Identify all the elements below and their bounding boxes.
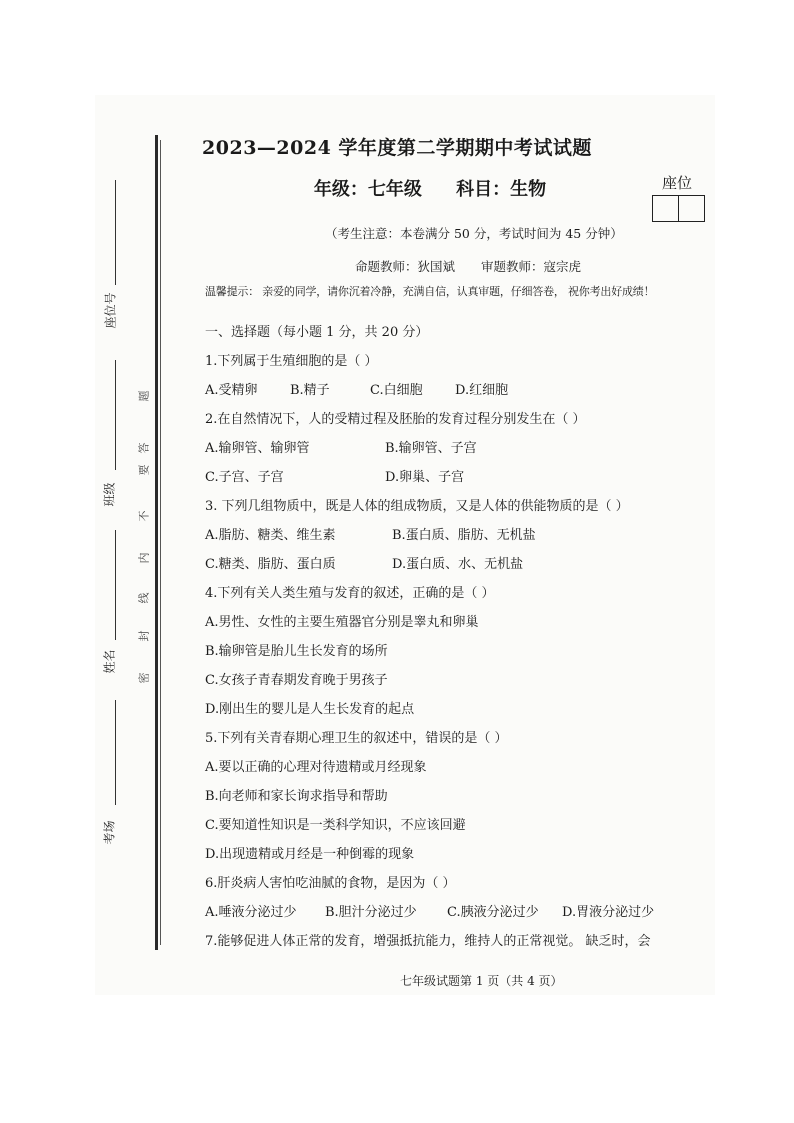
option: A.受精卵 (205, 383, 258, 398)
question-stem: 7.能够促进人体正常的发育，增强抵抗能力，维持人的正常视觉。 缺乏时，会 (205, 934, 651, 949)
option: B.精子 (290, 383, 330, 398)
seat-number-label: 座位号 (103, 292, 118, 329)
name-line (115, 530, 116, 640)
seal-char: 答 (137, 442, 151, 454)
option: B.输卵管是胎儿生长发育的场所 (205, 644, 388, 659)
page-footer: 七年级试题第 1 页（共 4 页） (400, 974, 563, 988)
option: C.糖类、脂肪、蛋白质 (205, 557, 336, 572)
option: A.要以正确的心理对待遗精或月经现象 (205, 760, 427, 775)
option: D.卵巢、子宫 (385, 470, 465, 485)
option: D.红细胞 (455, 383, 509, 398)
seat-box (652, 195, 679, 222)
seal-char: 题 (137, 390, 151, 402)
option: D.蛋白质、水、无机盐 (392, 557, 524, 572)
class-line (115, 360, 116, 470)
seat-box (678, 195, 705, 222)
binding-rule (155, 135, 158, 950)
option: C.女孩子青春期发育晚于男孩子 (205, 673, 388, 688)
exam-note: （考生注意：本卷满分 50 分，考试时间为 45 分钟） (325, 226, 623, 241)
seal-char: 封 (137, 630, 151, 642)
seal-char: 内 (137, 552, 151, 564)
option: B.胆汁分泌过少 (325, 905, 417, 920)
question-stem: 1.下列属于生殖细胞的是（ ） (205, 354, 378, 369)
reminder: 温馨提示： 亲爱的同学，请你沉着冷静，充满自信，认真审题，仔细答卷， 祝你考出好成绩！ (205, 285, 655, 298)
teachers (355, 257, 603, 275)
option: D.出现遗精或月经是一种倒霉的现象 (205, 847, 415, 862)
class-label: 班级 (102, 482, 117, 507)
question-stem: 4.下列有关人类生殖与发育的叙述，正确的是（ ） (205, 586, 495, 601)
option: C.胰液分泌过少 (447, 905, 539, 920)
question-stem: 3. 下列几组物质中，既是人体的组成物质，又是人体的供能物质的是（ ） (205, 499, 629, 514)
exam-room-line (115, 700, 116, 805)
reviewer-teacher: 审题教师：寇宗虎 (481, 259, 582, 274)
option: A.唾液分泌过少 (205, 905, 297, 920)
seal-char: 密 (137, 672, 151, 684)
question-stem: 5.下列有关青春期心理卫生的叙述中，错误的是（ ） (205, 731, 508, 746)
option: C.白细胞 (370, 383, 423, 398)
exam-title: 2023—2024 学年度第二学期期中考试试题 (202, 137, 592, 159)
option: D.胃液分泌过少 (562, 905, 655, 920)
seat-number-line (115, 180, 116, 285)
seat-label: 座位 (662, 174, 693, 192)
option: A.脂肪、糖类、维生素 (205, 528, 336, 543)
option: A.男性、女性的主要生殖器官分别是睾丸和卵巢 (205, 615, 479, 630)
option: B.蛋白质、脂肪、无机盐 (392, 528, 536, 543)
binding-rule-inner (160, 140, 161, 945)
option: C.要知道性知识是一类科学知识，不应该回避 (205, 818, 466, 833)
section-title: 一、选择题（每小题 1 分，共 20 分） (205, 325, 429, 340)
subject-label: 科目：生物 (456, 179, 547, 200)
grade-label: 年级：七年级 (313, 179, 422, 200)
option: C.子宫、子宫 (205, 470, 284, 485)
seal-char: 要 (137, 464, 151, 476)
seal-char: 线 (137, 592, 151, 604)
question-stem: 2.在自然情况下，人的受精过程及胚胎的发育过程分别发生在（ ） (205, 412, 586, 427)
option: A.输卵管、输卵管 (205, 441, 310, 456)
setter-teacher: 命题教师：狄国斌 (355, 259, 456, 274)
exam-room-label: 考场 (102, 820, 117, 845)
option: B.输卵管、子宫 (385, 441, 477, 456)
option: D.刚出生的婴儿是人生长发育的起点 (205, 702, 415, 717)
seal-char: 不 (137, 510, 151, 522)
name-label: 姓名 (102, 649, 117, 674)
option: B.向老师和家长询求指导和帮助 (205, 789, 388, 804)
exam-subtitle (300, 175, 560, 201)
question-stem: 6.肝炎病人害怕吃油腻的食物，是因为（ ） (205, 876, 456, 891)
